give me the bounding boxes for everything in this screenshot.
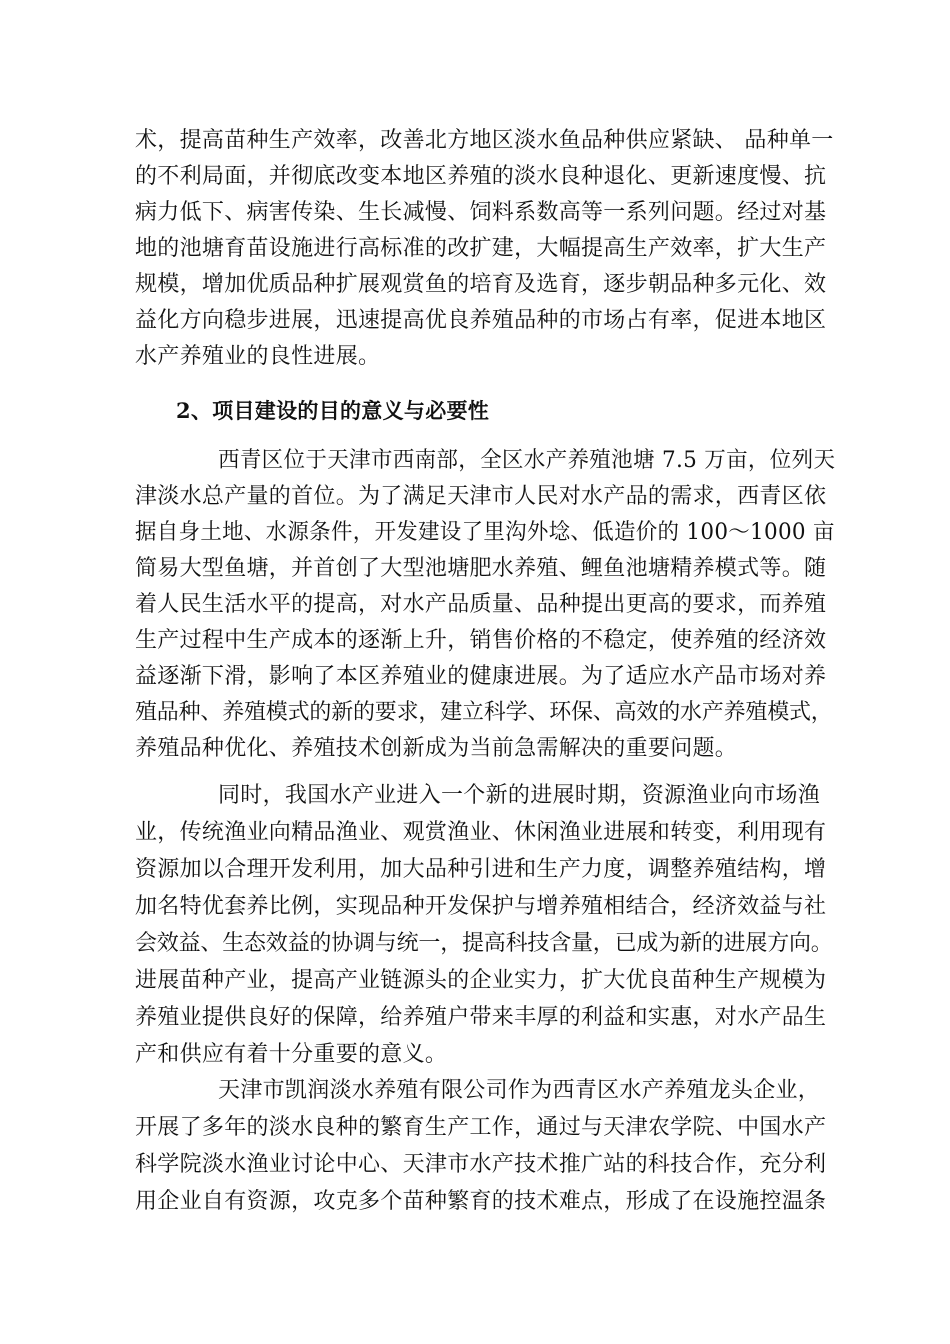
paragraph-2-line-7: 益逐渐下滑，影响了本区养殖业的健康进展。为了适应水产品市场对养	[135, 664, 827, 689]
paragraph-1-line-1: 术，提高苗种生产效率，改善北方地区淡水鱼品种供应紧缺、 品种单一	[135, 128, 834, 153]
paragraph-2-line-2: 津淡水总产量的首位。为了满足天津市人民对水产品的需求，西青区依	[135, 484, 827, 509]
paragraph-1-line-5: 规模，增加优质品种扩展观赏鱼的培育及选育，逐步朝品种多元化、效	[135, 272, 827, 297]
paragraph-3-line-2: 业，传统渔业向精品渔业、观赏渔业、休闲渔业进展和转变，利用现有	[135, 820, 827, 845]
paragraph-4-line-3: 科学院淡水渔业讨论中心、天津市水产技术推广站的科技合作，充分利	[135, 1152, 827, 1177]
paragraph-1-line-3: 病力低下、病害传染、生长减慢、饲料系数高等一系列问题。经过对基	[135, 200, 827, 225]
paragraph-2-line-6: 生产过程中生产成本的逐渐上升，销售价格的不稳定，使养殖的经济效	[135, 628, 827, 653]
paragraph-2-line-9: 养殖品种优化、养殖技术创新成为当前急需解决的重要问题。	[135, 736, 738, 761]
paragraph-3-line-5: 会效益、生态效益的协调与统一，提高科技含量，已成为新的进展方向。	[135, 931, 833, 956]
paragraph-4-line-2: 开展了多年的淡水良种的繁育生产工作，通过与天津农学院、中国水产	[135, 1115, 827, 1140]
paragraph-1-line-6: 益化方向稳步进展，迅速提高优良养殖品种的市场占有率，促进本地区	[135, 308, 827, 333]
paragraph-2-line-5: 着人民生活水平的提高，对水产品质量、品种提出更高的要求，而养殖	[135, 592, 827, 617]
paragraph-3-line-8: 产和供应有着十分重要的意义。	[135, 1042, 448, 1067]
paragraph-3-line-1: 同时，我国水产业进入一个新的进展时期，资源渔业向市场渔	[218, 783, 821, 808]
paragraph-4-line-1: 天津市凯润淡水养殖有限公司作为西青区水产养殖龙头企业，	[218, 1078, 821, 1103]
paragraph-3-line-3: 资源加以合理开发利用，加大品种引进和生产力度，调整养殖结构，增	[135, 857, 827, 882]
paragraph-2-line-3: 据自身土地、水源条件，开发建设了里沟外埝、低造价的 100～1000 亩	[135, 520, 835, 545]
paragraph-1-line-7: 水产养殖业的良性进展。	[135, 344, 381, 369]
paragraph-1-line-4: 地的池塘育苗设施进行高标准的改扩建，大幅提高生产效率，扩大生产	[135, 236, 827, 261]
paragraph-3-line-7: 养殖业提供良好的保障，给养殖户带来丰厚的利益和实惠，对水产品生	[135, 1005, 827, 1030]
paragraph-1-line-2: 的不利局面，并彻底改变本地区养殖的淡水良种退化、更新速度慢、抗	[135, 164, 827, 189]
paragraph-2-line-4: 简易大型鱼塘，并首创了大型池塘肥水养殖、鲤鱼池塘精养模式等。随	[135, 556, 827, 581]
paragraph-4-line-4: 用企业自有资源，攻克多个苗种繁育的技术难点，形成了在设施控温条	[135, 1189, 827, 1214]
paragraph-3-line-6: 进展苗种产业，提高产业链源头的企业实力，扩大优良苗种生产规模为	[135, 968, 827, 993]
paragraph-2-line-8: 殖品种、养殖模式的新的要求，建立科学、环保、高效的水产养殖模式，	[135, 700, 833, 725]
paragraph-2-line-1: 西青区位于天津市西南部，全区水产养殖池塘 7.5 万亩，位列天	[218, 448, 836, 473]
section-heading: 2、项目建设的目的意义与必要性	[176, 398, 490, 423]
paragraph-3-line-4: 加名特优套养比例，实现品种开发保护与增养殖相结合，经济效益与社	[135, 894, 827, 919]
